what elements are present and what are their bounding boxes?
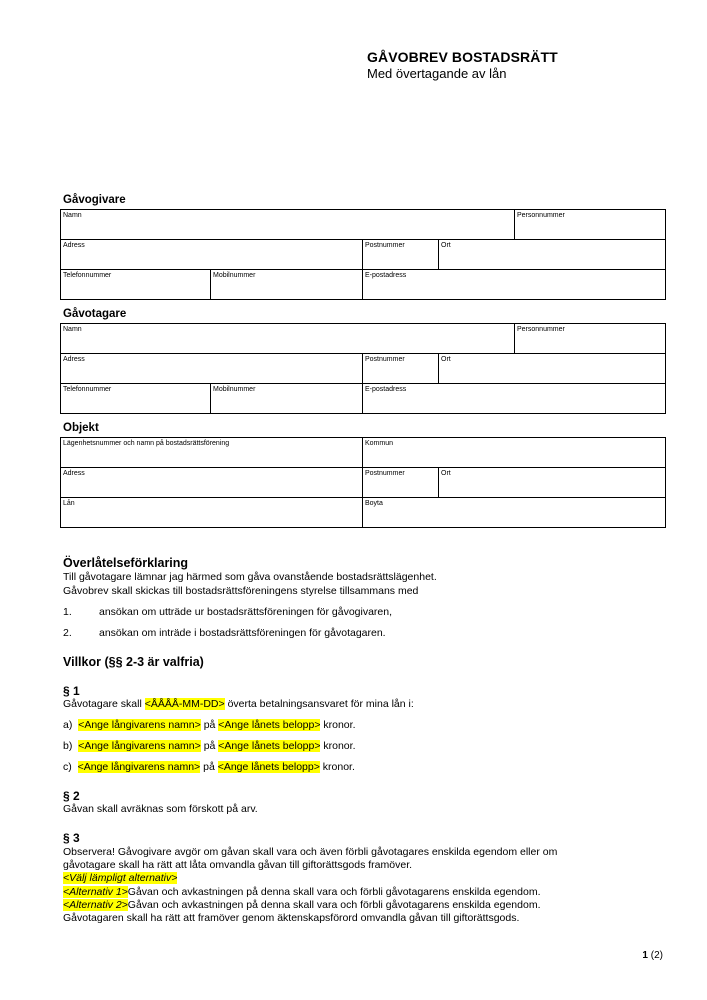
- amount-placeholder[interactable]: <Ange lånets belopp>: [217, 761, 320, 773]
- gavotagare-namn-field[interactable]: Namn: [61, 324, 515, 354]
- choose-alternative-placeholder[interactable]: <Välj lämpligt alternativ>: [63, 872, 178, 884]
- loan-row: c) <Ange långivarens namn> på <Ange lånets belopp> kronor.: [63, 761, 355, 773]
- overlatelse-line2: Gåvobrev skall skickas till bostadsrättsföreningens styrelse tillsammans med: [63, 585, 419, 597]
- alternative-2-tag[interactable]: <Alternativ 2>: [63, 899, 128, 911]
- list-item-number: 2.: [63, 627, 72, 639]
- lender-placeholder[interactable]: <Ange långivarens namn>: [77, 761, 201, 773]
- objekt-ort-field[interactable]: Ort: [439, 468, 666, 498]
- objekt-kommun-field[interactable]: Kommun: [363, 438, 666, 468]
- alternative-1-tag[interactable]: <Alternativ 1>: [63, 886, 128, 898]
- overlatelse-heading: Överlåtelseförklaring: [63, 556, 189, 570]
- amount-placeholder[interactable]: <Ange lånets belopp>: [218, 719, 321, 731]
- page-number: 1 (2): [642, 950, 663, 961]
- alternative-2-row: <Alternativ 2>Gåvan och avkastningen på denna skall vara och förbli gåvotagarens enskilda egendom.: [63, 899, 541, 911]
- paragraph-3-last-line: Gåvotagaren skall ha rätt att framöver genom äktenskapsförord omvandla gåvan till giftorättsgods.: [63, 912, 520, 924]
- overlatelse-line1: Till gåvotagare lämnar jag härmed som gåva ovanstående bostadsrättslägenhet.: [63, 571, 437, 583]
- gavogivare-adress-field[interactable]: Adress: [61, 240, 363, 270]
- list-item: ansökan om inträde i bostadsrättsföreningen för gåvotagaren.: [99, 627, 386, 639]
- gavotagare-mobil-field[interactable]: Mobilnummer: [211, 384, 363, 414]
- objekt-lan-field[interactable]: Lån: [61, 498, 363, 528]
- alternative-1-row: <Alternativ 1>Gåvan och avkastningen på denna skall vara och förbli gåvotagarens enskilda egendom.: [63, 886, 541, 898]
- objekt-adress-field[interactable]: Adress: [61, 468, 363, 498]
- gavogivare-telefon-field[interactable]: Telefonnummer: [61, 270, 211, 300]
- gavogivare-mobil-field[interactable]: Mobilnummer: [211, 270, 363, 300]
- gavotagare-form: [60, 323, 666, 414]
- gavogivare-heading: Gåvogivare: [63, 194, 126, 206]
- paragraph-3-line1: Observera! Gåvogivare avgör om gåvan skall vara och även förbli gåvotagares enskilda egendom eller om: [63, 846, 558, 858]
- paragraph-2-heading: § 2: [63, 789, 80, 803]
- list-item-number: 1.: [63, 606, 72, 618]
- paragraph-2-text: Gåvan skall avräknas som förskott på arv.: [63, 803, 258, 815]
- gavogivare-epost-field[interactable]: E-postadress: [363, 270, 666, 300]
- gavogivare-ort-field[interactable]: Ort: [439, 240, 666, 270]
- gavotagare-telefon-field[interactable]: Telefonnummer: [61, 384, 211, 414]
- objekt-form: [60, 437, 666, 528]
- gavogivare-namn-field[interactable]: Namn: [61, 210, 515, 240]
- paragraph-3-line2: gåvotagare skall ha rätt att låta omvandla gåvan till giftorättsgods framöver.: [63, 859, 413, 871]
- gavotagare-heading: Gåvotagare: [63, 308, 127, 320]
- loan-row: a) <Ange långivarens namn> på <Ange lånets belopp> kronor.: [63, 719, 356, 731]
- gavogivare-personnummer-field[interactable]: Personnummer: [515, 210, 666, 240]
- gavotagare-ort-field[interactable]: Ort: [439, 354, 666, 384]
- date-placeholder[interactable]: <ÅÅÅÅ-MM-DD>: [144, 698, 225, 710]
- paragraph-3-heading: § 3: [63, 831, 80, 845]
- paragraph-1-text: Gåvotagare skall <ÅÅÅÅ-MM-DD> överta betalningsansvaret för mina lån i:: [63, 698, 414, 710]
- choose-alternative-row: [63, 872, 177, 885]
- objekt-boyta-field[interactable]: Boyta: [363, 498, 666, 528]
- document-title: GÅVOBREV BOSTADSRÄTT: [367, 49, 558, 65]
- document-subtitle: Med övertagande av lån: [367, 66, 507, 81]
- gavotagare-epost-field[interactable]: E-postadress: [363, 384, 666, 414]
- gavotagare-postnummer-field[interactable]: Postnummer: [363, 354, 439, 384]
- gavogivare-form: [60, 209, 666, 300]
- objekt-postnummer-field[interactable]: Postnummer: [363, 468, 439, 498]
- gavotagare-adress-field[interactable]: Adress: [61, 354, 363, 384]
- objekt-heading: Objekt: [63, 422, 99, 434]
- list-item: ansökan om utträde ur bostadsrättsföreningen för gåvogivaren,: [99, 606, 393, 618]
- paragraph-1-heading: § 1: [63, 684, 80, 698]
- objekt-lagenhet-field[interactable]: Lägenhetsnummer och namn på bostadsrättsförening: [61, 438, 363, 468]
- lender-placeholder[interactable]: <Ange långivarens namn>: [78, 740, 201, 752]
- loan-row: b) <Ange långivarens namn> på <Ange lånets belopp> kronor.: [63, 740, 356, 752]
- amount-placeholder[interactable]: <Ange lånets belopp>: [218, 740, 321, 752]
- lender-placeholder[interactable]: <Ange långivarens namn>: [78, 719, 201, 731]
- gavogivare-postnummer-field[interactable]: Postnummer: [363, 240, 439, 270]
- gavotagare-personnummer-field[interactable]: Personnummer: [515, 324, 666, 354]
- villkor-heading: Villkor (§§ 2-3 är valfria): [63, 655, 204, 669]
